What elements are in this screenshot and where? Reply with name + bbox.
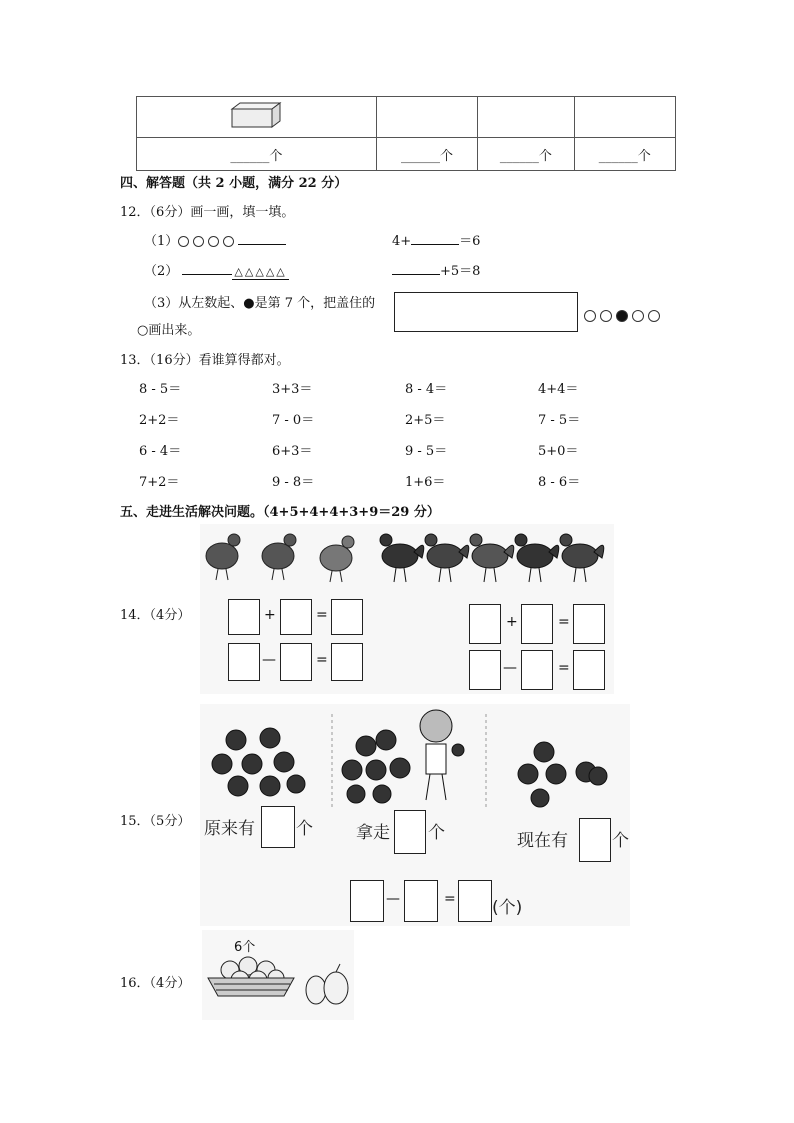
- original-count-box[interactable]: [261, 806, 295, 848]
- q13-item: 8 - 6＝: [538, 475, 581, 490]
- q13-item: 8 - 5＝: [139, 382, 182, 397]
- plus-sign: +: [264, 607, 276, 623]
- equals-sign: =: [444, 891, 456, 907]
- triangle-icon: △: [265, 265, 275, 278]
- minus-sign: —: [386, 891, 400, 907]
- q13-item: 2+5＝: [405, 413, 446, 428]
- q15-take-unit: 个: [428, 823, 445, 843]
- q15-original-text: 原来有: [204, 819, 255, 839]
- answer-box[interactable]: [350, 880, 384, 922]
- q12-row1-label: （1）: [144, 234, 179, 249]
- rooster-icon: [380, 534, 424, 582]
- answer-box[interactable]: [331, 599, 363, 635]
- answer-box[interactable]: [404, 880, 438, 922]
- q12-row2-equation: [392, 260, 480, 279]
- q14-label: 14．（4分）: [120, 608, 191, 623]
- apple-group-right: [518, 742, 607, 807]
- q15-label: 15．（5分）: [120, 814, 191, 829]
- q15-unit: (个): [492, 898, 523, 918]
- q12-row1-blank[interactable]: [238, 232, 286, 245]
- answer-cell-1[interactable]: ______个: [137, 138, 377, 171]
- answer-cell-2[interactable]: ______个: [376, 138, 477, 171]
- q12-row1: [144, 230, 286, 249]
- answer-box[interactable]: [521, 604, 553, 644]
- circle-icon: [584, 310, 596, 322]
- answer-box[interactable]: [469, 604, 501, 644]
- shape-cell-4: [574, 97, 675, 138]
- circle-icon: [648, 310, 660, 322]
- q13-item: 7+2＝: [139, 475, 180, 490]
- equals-sign: =: [558, 614, 570, 630]
- circle-icon: [632, 310, 644, 322]
- q13-item: 4+4＝: [538, 382, 579, 397]
- q13-item: 9 - 5＝: [405, 444, 448, 459]
- shape-cell-2: [376, 97, 477, 138]
- now-count-box[interactable]: [579, 818, 611, 862]
- q13-item: 6+3＝: [272, 444, 313, 459]
- pear-icon: [306, 964, 348, 1004]
- count-table: [136, 96, 676, 171]
- q12-row2-label: （2）: [144, 264, 179, 279]
- answer-cell-4[interactable]: ______个: [574, 138, 675, 171]
- circle-icon: [600, 310, 612, 322]
- minus-sign: —: [262, 652, 276, 668]
- q15-original-unit: 个: [296, 819, 313, 839]
- count-table-answer-row: [137, 138, 676, 171]
- triangle-icon: △: [234, 265, 243, 278]
- q12-row3-cont: ○画出来。: [137, 323, 201, 338]
- hen-icon: [320, 536, 354, 582]
- triangle-icon: △: [255, 265, 264, 278]
- plus-sign: +: [506, 614, 518, 630]
- q12-title: 12．（6分）画一画，填一填。: [120, 205, 295, 220]
- q13-item: 9 - 8＝: [272, 475, 315, 490]
- chicken-row: [200, 524, 614, 594]
- taken-count-box[interactable]: [394, 810, 426, 854]
- circle-icon: [223, 236, 234, 247]
- basket-count-label: 6个: [234, 940, 256, 955]
- q12-row1-eq-blank[interactable]: [411, 232, 459, 245]
- equals-sign: =: [316, 607, 328, 623]
- cover-box: [394, 292, 578, 332]
- q16-label: 16．（4分）: [120, 976, 191, 991]
- cuboid-icon: [226, 99, 286, 131]
- answer-box[interactable]: [331, 643, 363, 681]
- q13-item: 7 - 0＝: [272, 413, 315, 428]
- circle-icon: [178, 236, 189, 247]
- filled-circle-icon: [616, 310, 628, 322]
- apple-group-left: [212, 728, 305, 796]
- cuboid-cell: [137, 97, 377, 138]
- apples-scene: [200, 704, 630, 814]
- q12-row1-eq-b: ＝6: [459, 234, 481, 249]
- q12-row2-eq-blank[interactable]: [392, 262, 440, 275]
- q15-now-unit: 个: [612, 831, 629, 851]
- q13-item: 1+6＝: [405, 475, 446, 490]
- fruit-scene: [202, 952, 354, 1020]
- q13-item: 5+0＝: [538, 444, 579, 459]
- triangle-group: [232, 264, 288, 280]
- child-icon: [420, 710, 464, 800]
- answer-box[interactable]: [228, 643, 260, 681]
- equals-sign: =: [558, 660, 570, 676]
- q13-item: 7 - 5＝: [538, 413, 581, 428]
- answer-box[interactable]: [280, 599, 312, 635]
- answer-cell-3[interactable]: ______个: [478, 138, 574, 171]
- hen-icon: [206, 534, 240, 580]
- triangle-icon: △: [244, 265, 254, 278]
- count-table-image-row: [137, 97, 676, 138]
- answer-box[interactable]: [521, 650, 553, 690]
- q13-item: 2+2＝: [139, 413, 180, 428]
- rooster-icon: [515, 534, 559, 582]
- hen-icon: [262, 534, 296, 580]
- q12-row2-eq: +5＝8: [440, 264, 481, 279]
- rooster-icon: [425, 534, 469, 582]
- q12-row1-equation: [392, 230, 480, 249]
- triangle-icon: △: [276, 265, 285, 278]
- q13-title: 13．（16分）看谁算得都对。: [120, 353, 290, 368]
- q13-item: 6 - 4＝: [139, 444, 182, 459]
- q12-row1-eq-a: 4+: [392, 234, 412, 249]
- minus-sign: —: [503, 660, 517, 676]
- q13-item: 8 - 4＝: [405, 382, 448, 397]
- equals-sign: =: [316, 652, 328, 668]
- answer-box[interactable]: [469, 650, 501, 690]
- apple-group-middle: [342, 730, 410, 803]
- section4-heading: 四、解答题（共 2 小题，满分 22 分）: [120, 176, 348, 191]
- answer-box[interactable]: [573, 650, 605, 690]
- section5-heading: 五、走进生活解决问题。（4+5+4+4+3+9＝29 分）: [120, 505, 440, 520]
- q12-row3: （3）从左数起、●是第 7 个，把盖住的: [144, 296, 376, 311]
- q12-row2-blank[interactable]: [182, 262, 232, 275]
- rooster-icon: [470, 534, 514, 582]
- shape-cell-3: [478, 97, 574, 138]
- visible-circles: [584, 308, 664, 323]
- q13-item: 3+3＝: [272, 382, 313, 397]
- q12-row2: [144, 260, 289, 279]
- answer-box[interactable]: [458, 880, 492, 922]
- rooster-icon: [560, 534, 604, 582]
- q15-now-text: 现在有: [517, 831, 568, 851]
- answer-box[interactable]: [573, 604, 605, 644]
- basket-icon: [208, 957, 294, 996]
- circle-icon: [208, 236, 219, 247]
- circle-icon: [193, 236, 204, 247]
- q15-take-text: 拿走: [356, 823, 390, 843]
- answer-box[interactable]: [280, 643, 312, 681]
- answer-box[interactable]: [228, 599, 260, 635]
